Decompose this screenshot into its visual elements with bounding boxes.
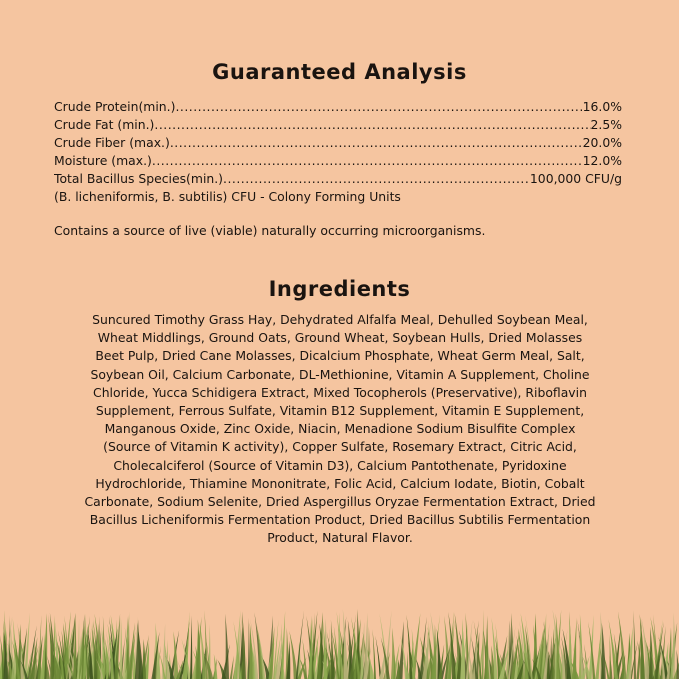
leader-dots [170,134,583,152]
analysis-row-crude-fiber [54,134,622,152]
ingredients-title: Ingredients [268,277,411,301]
grass-blade [633,611,636,679]
ingredients-line: Supplement, Ferrous Sulfate, Vitamin B12 Supplement, Vitamin E Supplement, [95,403,585,419]
grass-blade [289,631,297,679]
ingredients-line: Suncured Timothy Grass Hay, Dehydrated Alfalfa Meal, Dehulled Soybean Meal, [92,312,588,327]
grass-blade [432,624,436,679]
ingredients-line: Carbonate, Sodium Selenite, Dried Aspergillus Oryzae Fermentation Extract, Dried [84,494,596,510]
grass-border-image [0,609,679,679]
analysis-row-crude-fat [54,116,622,134]
leader-dots [223,170,530,188]
ingredients-list [52,311,628,548]
analysis-row-moisture [54,152,622,170]
analysis-label: Total Bacillus Species(min.) [54,171,224,186]
grass-blade [302,638,307,679]
grass-blade [609,634,611,679]
analysis-value: 20.0% [582,135,622,150]
ingredients-line: Product, Natural Flavor. [267,530,413,546]
grass-blade [375,636,381,679]
ingredients-line: Soybean Oil, Calcium Carbonate, DL-Methionine, Vitamin A Supplement, Choline [90,366,590,382]
leader-dots [154,116,590,134]
guaranteed-analysis-title: Guaranteed Analysis [212,60,467,84]
grass-blade [225,614,229,679]
analysis-value: 2.5% [590,117,622,132]
analysis-label: Crude Protein(min.) [54,99,176,114]
analysis-row-crude-protein [54,98,622,116]
ingredients-line: (Source of Vitamin K activity), Copper Sulfate, Rosemary Extract, Citric Acid, [103,439,577,455]
cfu-note: (B. licheniformis, B. subtilis) CFU - Colony Forming Units [54,189,401,204]
ingredients-line: Chloride, Yucca Schidigera Extract, Mixed Tocopherols (Preservative), Riboflavin [93,384,587,400]
grass-blade [230,656,234,679]
leader-dots [175,98,582,116]
ingredients-line: Beet Pulp, Dried Cane Molasses, Dicalcium Phosphate, Wheat Germ Meal, Salt, [95,348,585,364]
ingredients-line: Bacillus Licheniformis Fermentation Product, Dried Bacillus Subtilis Fermentation [89,512,591,528]
guaranteed-analysis-table [54,98,624,206]
ingredients-line: Manganous Oxide, Zinc Oxide, Niacin, Menadione Sodium Bisulfite Complex [104,421,576,437]
analysis-value: 12.0% [582,153,622,168]
ingredients-line: Wheat Middlings, Ground Oats, Ground Wheat, Soybean Hulls, Dried Molasses [97,330,583,346]
live-microorganisms-statement: Contains a source of live (viable) naturally occurring microorganisms. [54,223,486,238]
analysis-label: Crude Fat (min.) [54,117,155,132]
grass-blade [119,616,122,679]
analysis-value: 16.0% [582,99,622,114]
analysis-value: 100,000 CFU/g [529,171,622,186]
analysis-row-total-bacillus [54,170,622,188]
analysis-label: Crude Fiber (max.) [54,135,170,150]
leader-dots [152,152,583,170]
grass-blade [460,619,464,679]
analysis-label: Moisture (max.) [54,153,152,168]
grass-blade [190,616,192,679]
ingredients-line: Hydrochloride, Thiamine Mononitrate, Folic Acid, Calcium Iodate, Biotin, Cobalt [95,475,585,491]
grass-blade [403,661,410,679]
ingredients-line: Cholecalciferol (Source of Vitamin D3), Calcium Pantothenate, Pyridoxine [113,457,567,473]
